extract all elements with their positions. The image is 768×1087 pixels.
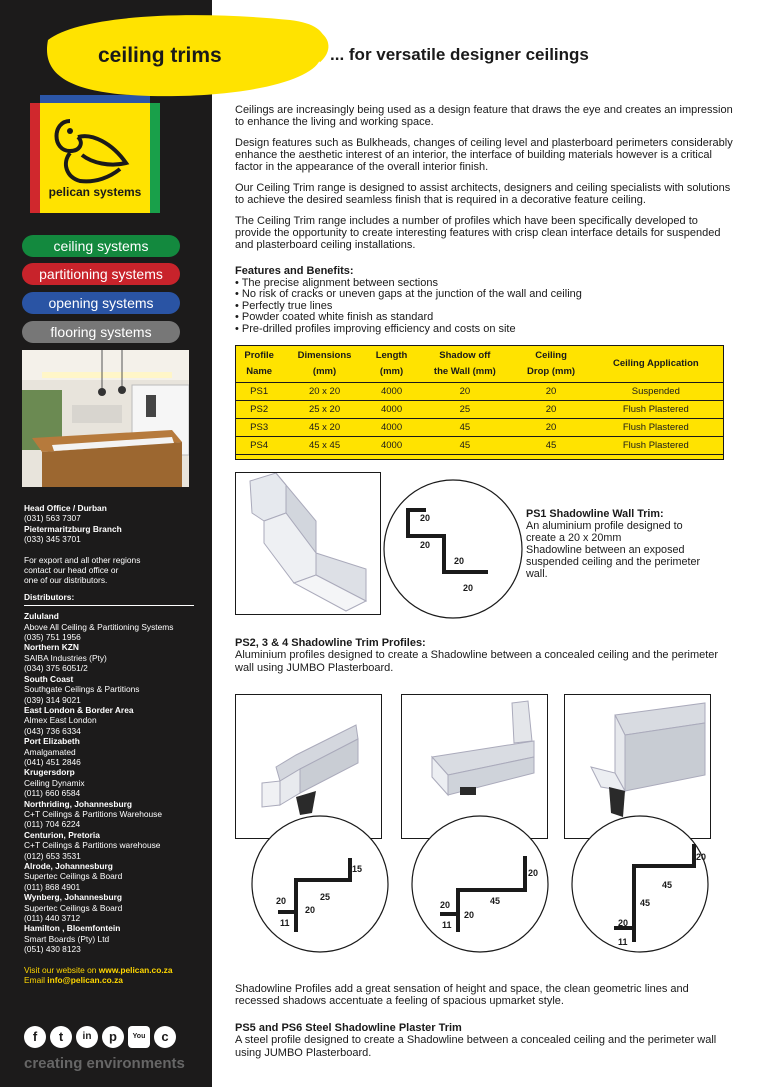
dim-label: 45 <box>640 898 651 908</box>
feature-item: • The precise alignment between sections <box>235 276 438 289</box>
page-title: ceiling trims <box>98 44 222 67</box>
distributor-region: East London & Border Area <box>24 704 134 715</box>
ps3-diagram <box>410 814 550 954</box>
nav-ceiling-systems[interactable]: ceiling systems <box>22 235 180 257</box>
distributor-region: Zululand <box>24 611 59 622</box>
ps1-diagram <box>382 478 524 620</box>
ps4-diagram <box>570 814 710 954</box>
chat-icon[interactable]: c <box>154 1026 176 1048</box>
dim-label: 20 <box>440 900 451 910</box>
distributor-region: Krugersdorp <box>24 767 75 778</box>
distributor-phone[interactable]: (039) 314 9021 <box>24 694 81 705</box>
dim-label: 45 <box>490 896 501 906</box>
website-prefix: Visit our website on <box>24 964 99 975</box>
col-header: Profile Name <box>244 350 274 377</box>
head-office-label: Head Office / Durban <box>24 503 107 513</box>
page-subtitle: ... for versatile designer ceilings <box>330 45 589 64</box>
ps1-line: suspended ceiling and the perimeter <box>526 556 701 568</box>
distributor-region: Wynberg, Johannesburg <box>24 892 123 903</box>
dim-label: 20 <box>420 540 431 550</box>
distributor-name: Ceiling Dynamix <box>24 777 85 788</box>
tagline: creating environments <box>24 1055 185 1072</box>
kitchen-photo <box>22 350 189 487</box>
col-header: Ceiling Application <box>613 358 699 369</box>
pinterest-icon[interactable]: p <box>102 1026 124 1048</box>
dim-label: 20 <box>696 852 707 862</box>
distributor-name: Supertec Ceilings & Board <box>24 871 123 882</box>
dim-label: 11 <box>442 920 452 930</box>
website-link[interactable]: www.pelican.co.za <box>98 964 173 975</box>
table-cell: 4000 <box>367 437 417 455</box>
distributor-name: Amalgamated <box>24 746 76 757</box>
pelican-logo[interactable] <box>30 95 160 213</box>
linkedin-icon[interactable]: in <box>76 1026 98 1048</box>
features-benefits <box>235 266 735 336</box>
dim-label: 20 <box>618 918 629 928</box>
dim-label: 15 <box>352 864 363 874</box>
table-cell: 45 <box>513 437 588 455</box>
table-cell: Flush Plastered <box>589 419 723 437</box>
feature-item: • Powder coated white finish as standard <box>235 311 434 324</box>
ps1-heading: PS1 Shadowline Wall Trim: <box>526 508 664 520</box>
ps1-description <box>526 508 726 580</box>
dim-label: 11 <box>618 937 628 947</box>
table-cell: PS4 <box>236 437 282 455</box>
ps234-description <box>235 637 735 674</box>
distributors-label: Distributors: <box>24 591 75 602</box>
nav-opening-systems[interactable]: opening systems <box>22 292 180 314</box>
intro-paragraph: Ceilings are increasingly being used as a design feature that draws the eye and creates an impression to enhance the living and working space. <box>235 104 733 128</box>
branch-label: Pietermaritzburg Branch <box>24 523 122 534</box>
distributor-name: Supertec Ceilings & Board <box>24 902 123 913</box>
dim-label: 25 <box>320 892 331 902</box>
table-cell: Flush Plastered <box>589 401 723 419</box>
email-prefix: Email <box>24 975 48 986</box>
intro-paragraph: Design features such as Bulkheads, changes of ceiling level and plasterboard perimeters considerably enhance the aesthetic interest of an interior, the interface of building materials however is a critical factor in the appearance of the overall interior finish. <box>235 137 733 173</box>
distributor-name: C+T Ceilings & Partitions Warehouse <box>24 808 163 819</box>
email-link[interactable]: info@pelican.co.za <box>47 975 123 986</box>
table-cell: 25 <box>416 401 513 419</box>
table-cell: PS2 <box>236 401 282 419</box>
ps1-line: create a 20 x 20mm <box>526 532 622 544</box>
table-row <box>236 437 723 455</box>
brand-name: pelican systems <box>48 185 142 199</box>
contact-details <box>24 503 194 985</box>
ps234-heading: PS2, 3 & 4 Shadowline Trim Profiles: <box>235 637 426 649</box>
table-header-row <box>236 346 723 383</box>
table-cell: Flush Plastered <box>589 437 723 455</box>
distributor-name: Smart Boards (Pty) Ltd <box>24 933 110 944</box>
ps56-heading: PS5 and PS6 Steel Shadowline Plaster Trim <box>235 1022 462 1034</box>
distributor-phone[interactable]: (011) 660 6584 <box>24 788 81 799</box>
divider <box>24 605 194 606</box>
table-cell: 20 x 20 <box>282 383 366 401</box>
distributor-list <box>24 611 194 954</box>
dim-label: 20 <box>463 583 474 593</box>
distributor-region: Northriding, Johannesburg <box>24 798 132 809</box>
feature-item: • Perfectly true lines <box>235 299 333 312</box>
facebook-icon[interactable]: f <box>24 1026 46 1048</box>
table-cell: Suspended <box>589 383 723 401</box>
export-note-line: contact our head office or <box>24 565 119 576</box>
distributor-name: Southgate Ceilings & Partitions <box>24 684 140 695</box>
ps56-body: A steel profile designed to create a Shadowline between a concealed ceiling and the perimeter wall using JUMBO Plasterboard. <box>235 1034 717 1059</box>
ps1-photo <box>235 472 381 615</box>
distributor-phone[interactable]: (011) 704 6224 <box>24 819 81 830</box>
dim-label: 20 <box>528 868 539 878</box>
spec-table <box>235 345 724 460</box>
distributor-phone[interactable]: (043) 736 6334 <box>24 725 81 736</box>
branch-phone[interactable]: (033) 345 3701 <box>24 534 81 545</box>
twitter-icon[interactable]: t <box>50 1026 72 1048</box>
distributor-name: C+T Ceilings & Partitions warehouse <box>24 840 161 851</box>
table-cell: PS1 <box>236 383 282 401</box>
website-line <box>24 965 194 975</box>
export-note-line: For export and all other regions <box>24 554 141 565</box>
feature-item: • Pre-drilled profiles improving efficiency and costs on site <box>235 322 516 335</box>
distributor-phone[interactable]: (011) 868 4901 <box>24 881 81 892</box>
head-office-phone[interactable]: (031) 563 7307 <box>24 513 81 524</box>
table-cell: 20 <box>416 383 513 401</box>
table-row <box>236 419 723 437</box>
distributor-region: Hamilton , Bloemfontein <box>24 923 121 934</box>
intro-text <box>235 104 735 260</box>
distributor-name: SAIBA Industries (Pty) <box>24 652 107 663</box>
col-header: Ceiling Drop (mm) <box>527 350 576 377</box>
table-cell: 4000 <box>367 383 417 401</box>
distributor-region: Port Elizabeth <box>24 736 80 747</box>
dim-label: 20 <box>454 556 465 566</box>
distributor-phone[interactable]: (041) 451 2846 <box>24 756 81 767</box>
distributor-name: Almex East London <box>24 715 97 726</box>
email-line <box>24 975 194 985</box>
col-header: Length (mm) <box>375 350 408 377</box>
youtube-icon[interactable]: You <box>128 1026 150 1048</box>
col-header: Dimensions (mm) <box>297 350 352 377</box>
dim-label: 11 <box>280 918 290 928</box>
distributor-phone[interactable]: (034) 375 6051/2 <box>24 663 88 674</box>
table-cell: 20 <box>513 401 588 419</box>
ps1-line: Shadowline between an exposed <box>526 544 685 556</box>
table-cell: 45 <box>416 419 513 437</box>
table-cell: 45 x 45 <box>282 437 366 455</box>
dim-label: 20 <box>276 896 287 906</box>
sidebar <box>0 0 212 1087</box>
distributor-phone[interactable]: (012) 653 3531 <box>24 850 81 861</box>
dim-label: 20 <box>420 513 431 523</box>
ps234-body: Aluminium profiles designed to create a Shadowline between a concealed ceiling and the perimeter wall using JUMBO Plasterboard. <box>235 649 719 674</box>
table-cell: 25 x 20 <box>282 401 366 419</box>
distributor-region: Alrode, Johannesburg <box>24 861 113 871</box>
distributor-phone[interactable]: (011) 440 3712 <box>24 913 81 924</box>
table-cell: 4000 <box>367 401 417 419</box>
export-note-line: one of our distributors. <box>24 575 108 586</box>
dim-label: 20 <box>305 905 316 915</box>
distributor-region: South Coast <box>24 673 74 684</box>
feature-item: • No risk of cracks or uneven gaps at the junction of the wall and ceiling <box>235 288 582 301</box>
distributor-phone[interactable]: (035) 751 1956 <box>24 632 81 643</box>
shadowline-note: Shadowline Profiles add a great sensation of height and space, the clean geometric lines and recessed shadows accentuate a feeling of spacious upmarket style. <box>235 983 689 1008</box>
intro-paragraph: The Ceiling Trim range includes a number of profiles which have been specifically developed to provide the opportunity to create interesting features with crisp clean interface details for suspended and plasterboard ceiling installations. <box>235 215 721 251</box>
features-heading: Features and Benefits: <box>235 265 354 277</box>
table-body <box>236 383 723 455</box>
table-cell: PS3 <box>236 419 282 437</box>
table-row <box>236 383 723 401</box>
ps1-line: wall. <box>526 568 548 580</box>
table-cell: 4000 <box>367 419 417 437</box>
nav-partitioning-systems[interactable]: partitioning systems <box>22 263 180 285</box>
table-row <box>236 401 723 419</box>
dim-label: 20 <box>464 910 475 920</box>
table-cell: 45 <box>416 437 513 455</box>
distributor-region: Northern KZN <box>24 642 79 653</box>
col-header: Shadow off the Wall (mm) <box>433 350 496 377</box>
distributor-region: Centurion, Pretoria <box>24 829 100 840</box>
distributor-phone[interactable]: (051) 430 8123 <box>24 944 81 955</box>
table-cell: 20 <box>513 383 588 401</box>
ps1-line: An aluminium profile designed to <box>526 520 683 532</box>
ps2-diagram <box>250 814 390 954</box>
ps56-description <box>235 1022 735 1059</box>
intro-paragraph: Our Ceiling Trim range is designed to assist architects, designers and ceiling specialists with solutions to achieve the desired seamless finish that is required in a decorative feature ceiling. <box>235 182 731 206</box>
nav-flooring-systems[interactable]: flooring systems <box>22 321 180 343</box>
dim-label: 45 <box>662 880 673 890</box>
distributor-name: Above All Ceiling & Partitioning Systems <box>24 621 174 632</box>
table-cell: 45 x 20 <box>282 419 366 437</box>
table-cell: 20 <box>513 419 588 437</box>
